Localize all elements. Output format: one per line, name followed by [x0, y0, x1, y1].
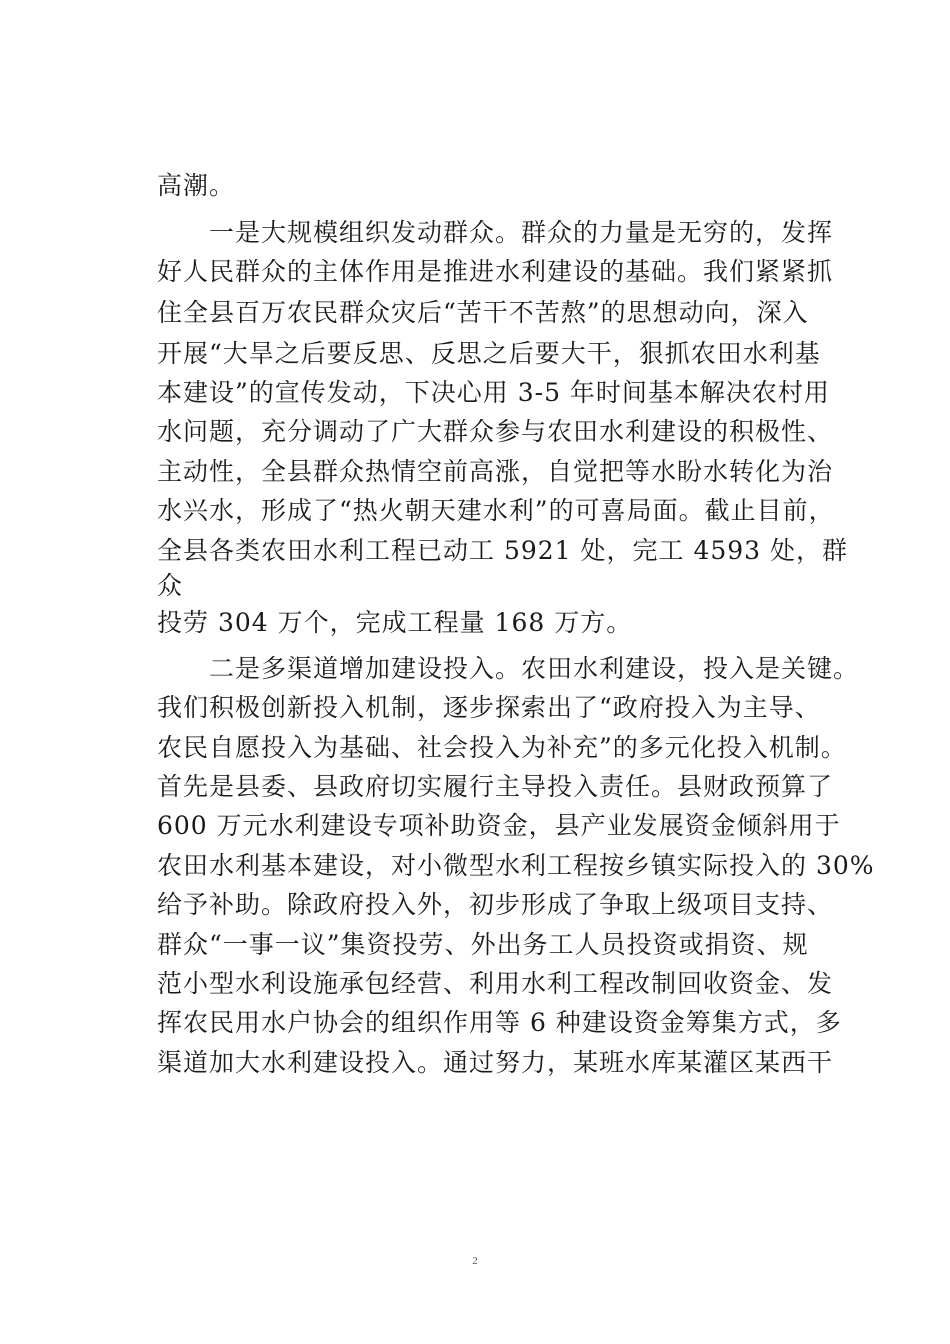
- text-line: 农民自愿投入为基础、社会投入为补充”的多元化投入机制。: [157, 733, 847, 762]
- text-line: 首先是县委、县政府切实履行主导投入责任。县财政预算了: [157, 772, 834, 801]
- text-line: 水兴水，形成了“热火朝天建水利”的可喜局面。截止目前，: [157, 496, 835, 525]
- text-line: 我们积极创新投入机制，逐步探索出了“政府投入为主导、: [157, 693, 821, 722]
- text-line: 一是大规模组织发动群众。群众的力量是无穷的，发挥: [157, 218, 834, 247]
- text-line: 全县各类农田水利工程已动工 5921 处，完工 4593 处，群: [157, 536, 849, 565]
- text-line: 渠道加大水利建设投入。通过努力，某班水库某灌区某西干: [157, 1048, 834, 1077]
- text-line: 本建设”的宣传发动，下决心用 3-5 年时间基本解决农村用: [157, 378, 830, 407]
- text-line: 住全县百万农民群众灾后“苦干不苦熬”的思想动向，深入: [157, 298, 809, 327]
- text-line: 挥农民用水户协会的组织作用等 6 种建设资金筹集方式，多: [157, 1008, 842, 1037]
- text-line: 投劳 304 万个，完成工程量 168 万方。: [157, 608, 633, 637]
- text-line: 主动性，全县群众热情空前高涨，自觉把等水盼水转化为治: [157, 457, 834, 486]
- text-line: 二是多渠道增加建设投入。农田水利建设，投入是关键。: [157, 654, 860, 683]
- page-number: 2: [472, 1255, 478, 1267]
- text-line: 好人民群众的主体作用是推进水利建设的基础。我们紧紧抓: [157, 257, 834, 286]
- text-line: 开展“大旱之后要反思、反思之后要大干，狠抓农田水利基: [157, 339, 821, 368]
- text-line: 高潮。: [157, 171, 236, 200]
- text-line: 农田水利基本建设，对小微型水利工程按乡镇实际投入的 30%: [157, 851, 875, 880]
- text-line: 水问题，充分调动了广大群众参与农田水利建设的积极性、: [157, 417, 834, 446]
- text-line: 范小型水利设施承包经营、利用水利工程改制回收资金、发: [157, 969, 834, 998]
- text-line: 600 万元水利建设专项补助资金，县产业发展资金倾斜用于: [157, 811, 841, 840]
- text-line: 群众“一事一议”集资投劳、外出务工人员投资或捐资、规: [157, 930, 809, 959]
- text-line: 给予补助。除政府投入外，初步形成了争取上级项目支持、: [157, 890, 834, 919]
- text-line: 众: [157, 571, 184, 600]
